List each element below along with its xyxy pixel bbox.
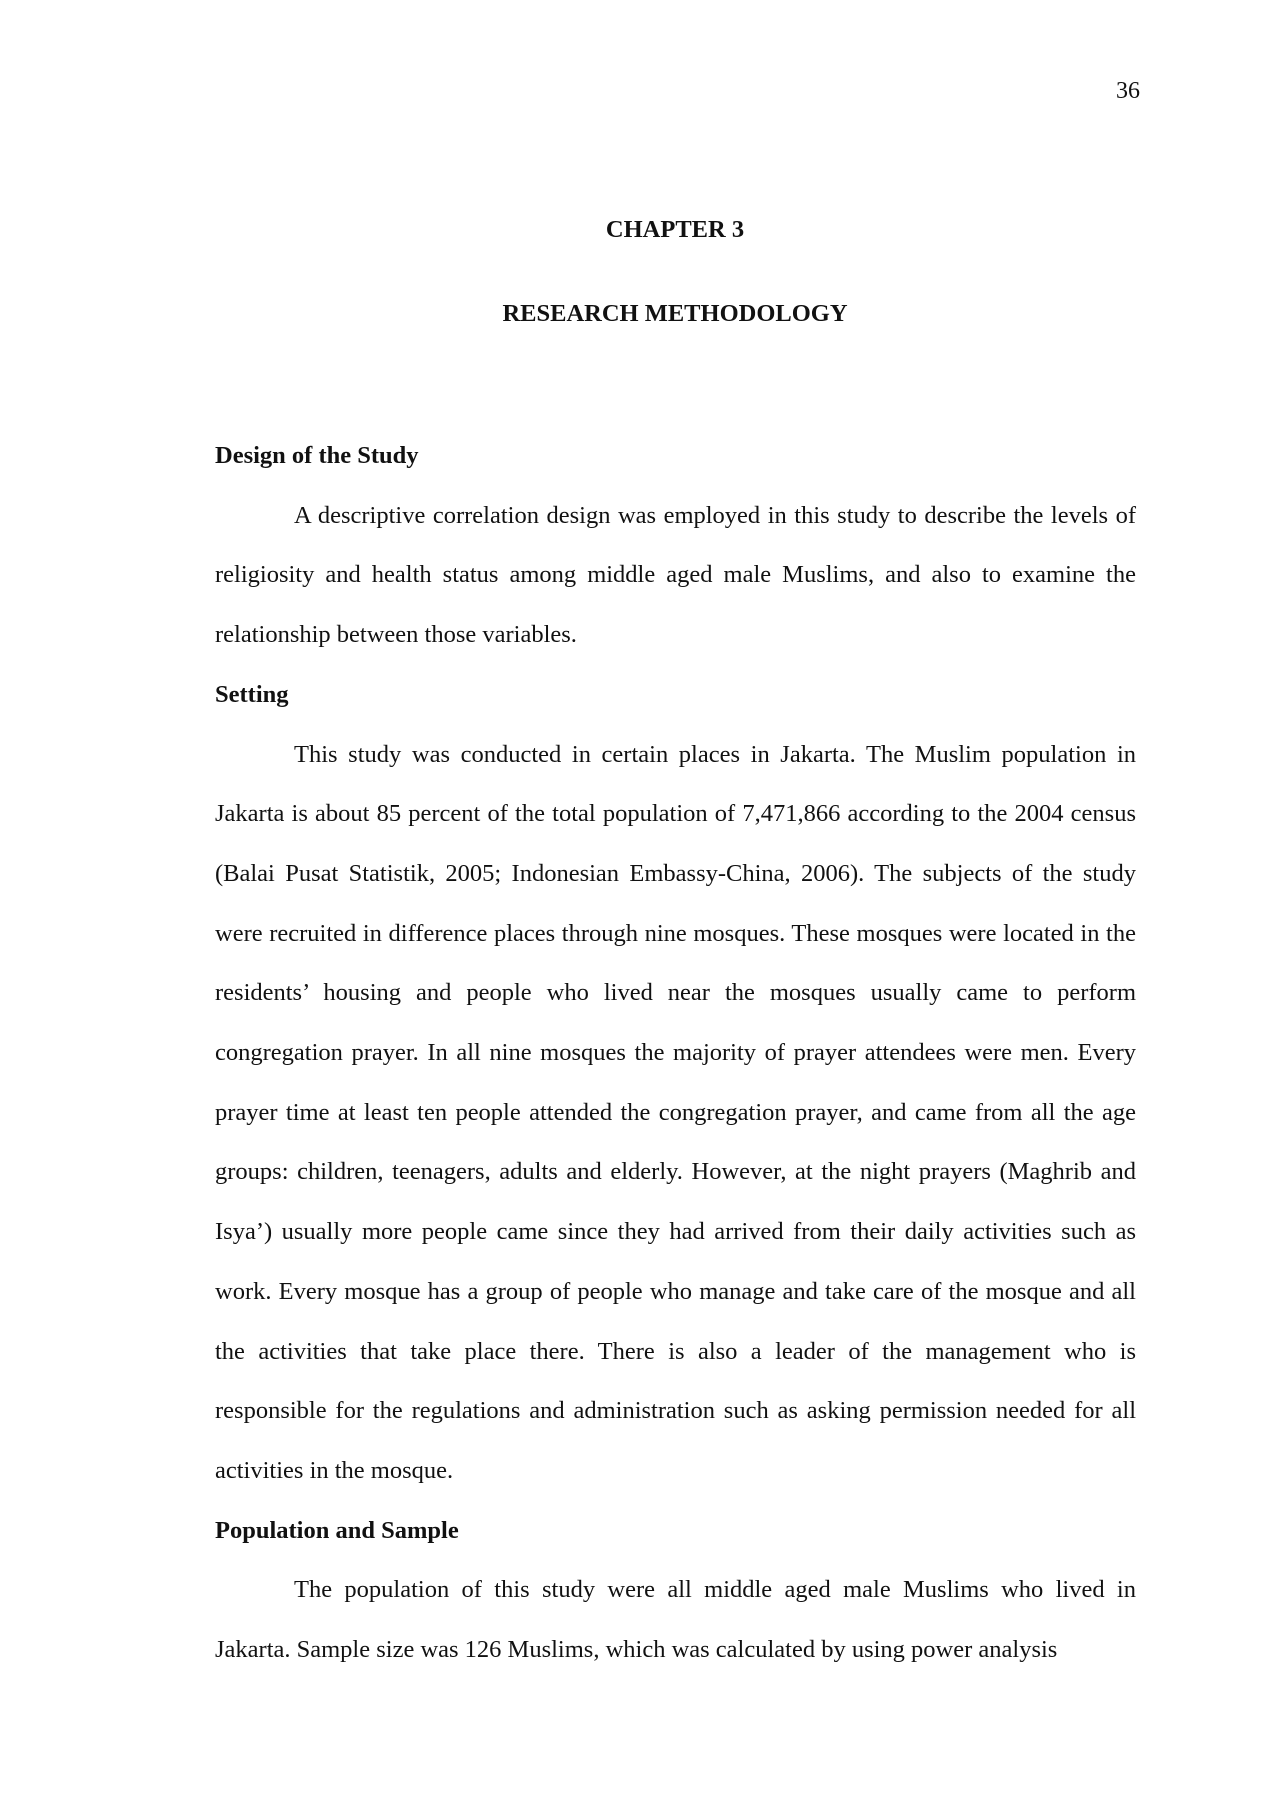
section-heading: Setting <box>215 680 289 708</box>
body-content <box>215 426 1136 1680</box>
section-paragraph: The population of this study were all middle aged male Muslims who lived in Jakarta. Sample size was 126 Muslims, which was calculated by using power analysis <box>215 1576 1136 1664</box>
section-paragraph: A descriptive correlation design was employed in this study to describe the levels of religiosity and health status among middle aged male Muslims, and also to examine the relationship between those variables. <box>215 501 1136 649</box>
section-setting <box>215 665 1136 1501</box>
section-population-and-sample <box>215 1501 1136 1680</box>
section-design-of-study <box>215 426 1136 665</box>
chapter-number: CHAPTER 3 <box>605 216 745 243</box>
page-number: 36 <box>1116 78 1140 104</box>
section-paragraph: This study was conducted in certain places in Jakarta. The Muslim population in Jakarta is about 85 percent of the total population of 7,471,866 according to the 2004 census (Balai Pusat Statistik, 2005; Indonesian Embassy-China, 2006). The subjects of the study were recruited in difference places through nine mosques. These mosques were located in the residents’ housing and people who lived near the mosques usually came to perform congregation prayer. In all nine mosques the majority of prayer attendees were men. Every prayer time at least ten people attended the congregation prayer, and came from all the age groups: children, teenagers, adults and elderly. However, at the night prayers (Maghrib and Isya’) usually more people came since they had arrived from their daily activities such as work. Every mosque has a group of people who manage and take care of the mosque and all the activities that take place there. There is also a leader of the management who is responsible for the regulations and administration such as asking permission needed for all activities in the mosque. <box>215 740 1136 1484</box>
section-heading: Population and Sample <box>215 1516 459 1544</box>
section-heading: Design of the Study <box>215 442 419 469</box>
chapter-title: RESEARCH METHODOLOGY <box>502 300 848 327</box>
